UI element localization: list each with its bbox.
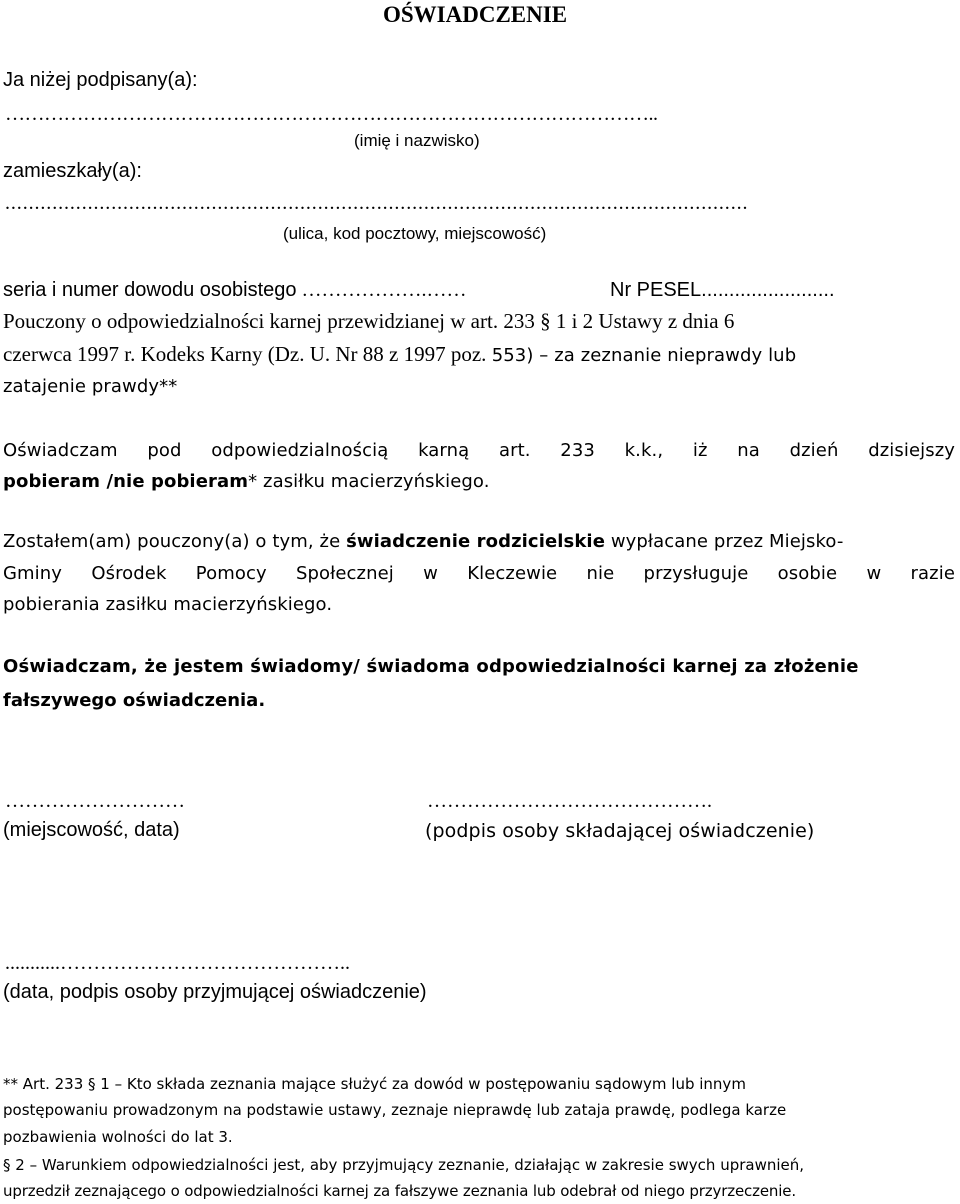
pesel-field: Nr PESEL........................ xyxy=(610,279,835,301)
warning-line-1b: § 1 i 2 Ustawy z dnia 6 xyxy=(540,309,735,333)
id-number-line xyxy=(3,278,467,302)
id-number-label: seria i numer dowodu osobistego xyxy=(3,279,297,301)
place-date-caption: (miejscowość, data) xyxy=(3,819,180,841)
declarant-signature-caption: (podpis osoby składającej oświadczenie) xyxy=(425,820,815,842)
footnote-1-line-1: ** Art. 233 § 1 – Kto składa zeznania mające służyć za dowód w postępowaniu sądowym lub innym xyxy=(3,1075,746,1093)
footnote-2-line-2: uprzedził zeznającego o odpowiedzialności karnej za fałszywe zeznania lub odebrał od niego przyrzeczenie. xyxy=(3,1182,796,1200)
warning-line-2 xyxy=(3,340,796,371)
statement-2-line-2: Gminy Ośrodek Pomocy Społecznej w Kleczewie nie przysługuje osobie w razie xyxy=(3,563,955,584)
receiver-caption: (data, podpis osoby przyjmującej oświadczenie) xyxy=(3,981,427,1003)
statement-3-line-2: fałszywego oświadczenia. xyxy=(3,690,266,711)
warning-line-2a: czerwca 1997 r. Kodeks Karny (Dz. U. Nr 88 z 1997 poz. xyxy=(3,342,492,366)
statement-2-line-1 xyxy=(3,526,843,557)
address-label: zamieszkały(a): xyxy=(3,160,142,182)
footnote-2-line-1: § 2 – Warunkiem odpowiedzialności jest, aby przyjmujący zeznanie, działając w zakresie swych uprawnień, xyxy=(3,1156,805,1174)
statement-1-line-1: Oświadczam pod odpowiedzialnością karną art. 233 k.k., iż na dzień dzisiejszy xyxy=(3,440,955,461)
statement-1-line-2 xyxy=(3,466,490,497)
declarant-label: Ja niżej podpisany(a): xyxy=(3,69,198,91)
address-caption: (ulica, kod pocztowy, miejscowość) xyxy=(283,224,547,243)
address-dotted-line: .............................................................................................................................. xyxy=(5,192,749,214)
statement-2-line-1a: Zostałem(am) pouczony(a) o tym, że xyxy=(3,531,347,552)
name-dotted-line: ……………………………………………………………………………………….. xyxy=(5,103,658,125)
footnote-1-line-3: pozbawienia wolności do lat 3. xyxy=(3,1128,233,1146)
statement-2-line-1b: wypłacane przez Miejsko- xyxy=(605,531,844,552)
statement-2-line-3: pobierania zasiłku macierzyńskiego. xyxy=(3,594,333,615)
warning-line-3: zatajenie prawdy** xyxy=(3,376,178,397)
warning-line-1a: Pouczony o odpowiedzialności karnej przewidzianej w art. 233 xyxy=(3,309,541,333)
name-caption: (imię i nazwisko) xyxy=(354,131,480,150)
warning-line-1 xyxy=(3,309,935,334)
document-title: OŚWIADCZENIE xyxy=(383,2,568,27)
footnote-1-line-2: postępowaniu prowadzonym na podstawie ustawy, zeznaje nieprawdę lub zataja prawdę, podlega karze xyxy=(3,1101,787,1119)
statement-1-rest: * zasiłku macierzyńskiego. xyxy=(248,471,490,492)
statement-3-line-1: Oświadczam, że jestem świadomy/ świadoma odpowiedzialności karnej za złożenie xyxy=(3,656,859,677)
receiver-dots: ...........…………………………………….. xyxy=(5,952,350,974)
id-number-dots: ……………….…… xyxy=(296,279,467,301)
declarant-signature-dots: ……………………………………. xyxy=(427,790,712,812)
warning-line-2b: 553) – za zeznanie nieprawdy lub xyxy=(491,345,797,366)
receiving-choice: pobieram /nie pobieram xyxy=(3,471,249,492)
parental-benefit: świadczenie rodzicielskie xyxy=(346,531,606,552)
place-date-dots: ……………………… xyxy=(5,790,185,812)
